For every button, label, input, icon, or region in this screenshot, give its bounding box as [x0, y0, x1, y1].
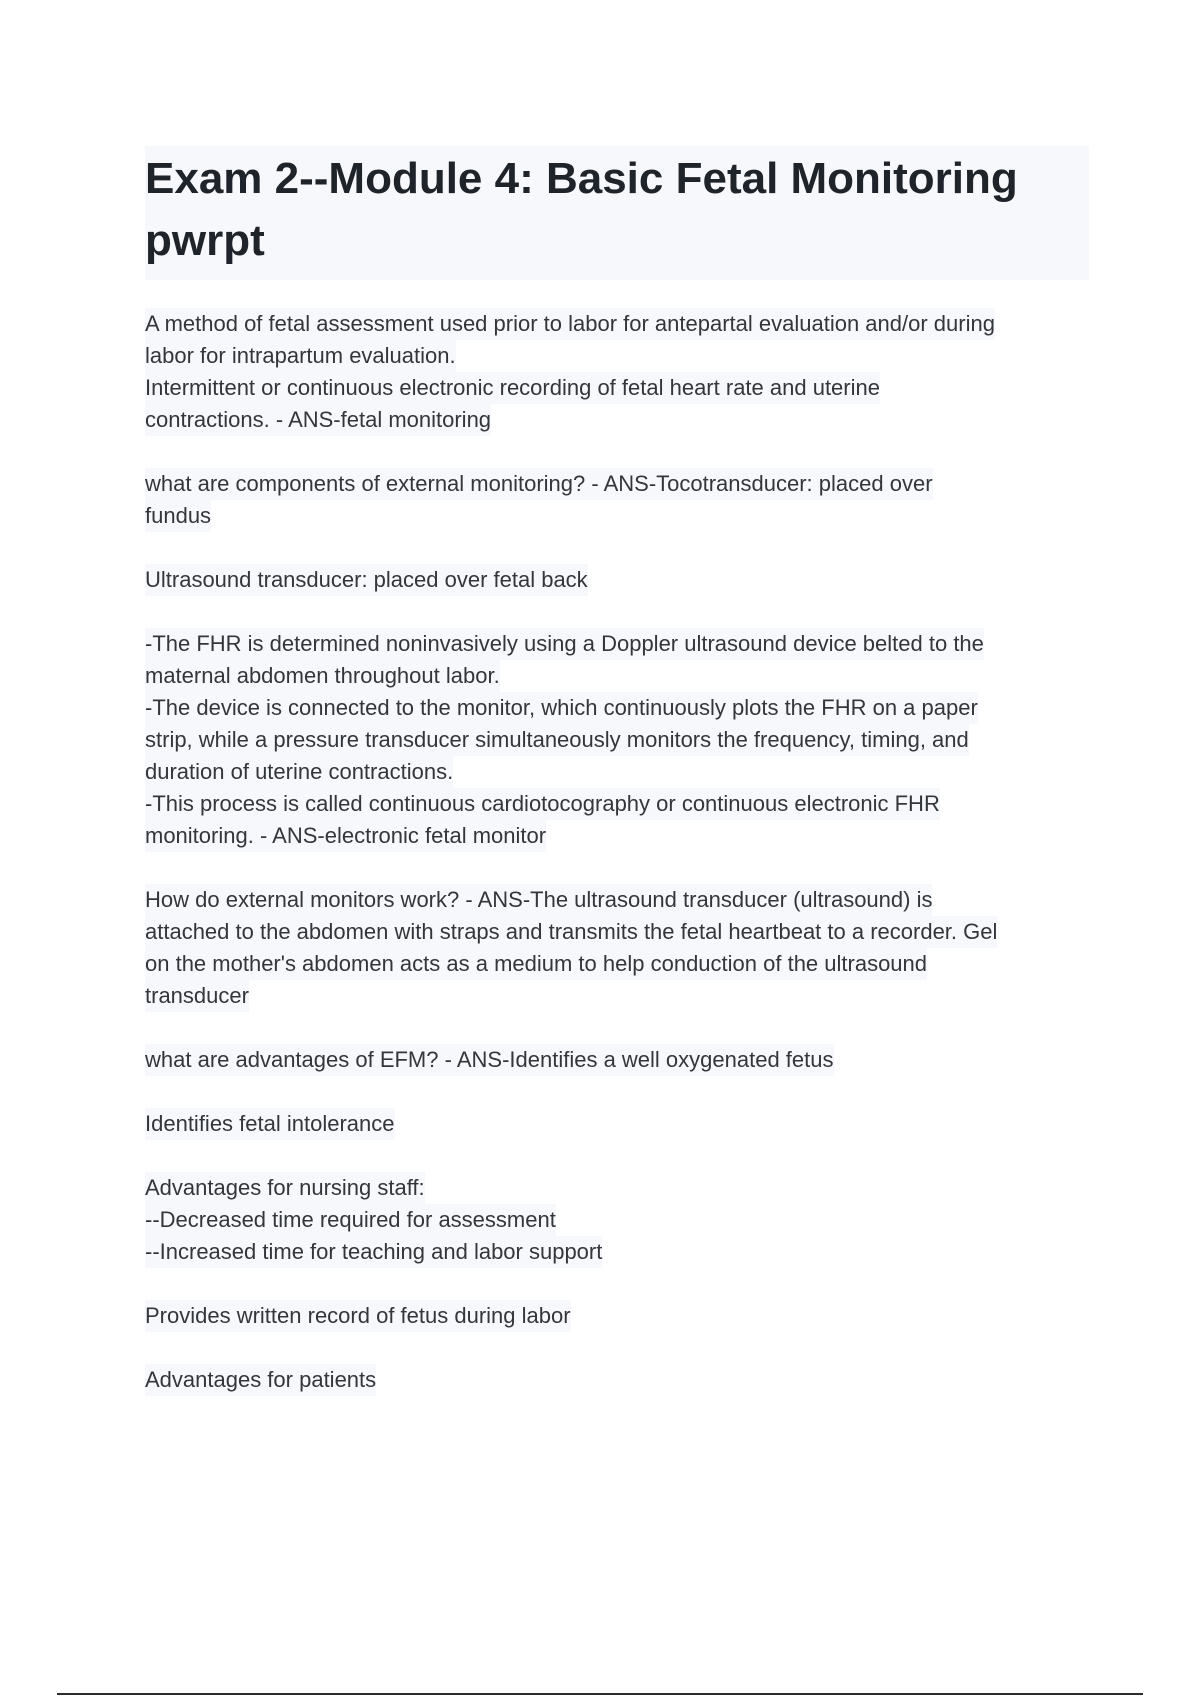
footer-divider — [57, 1693, 1143, 1695]
paragraph-line: -This process is called continuous cardiotocography or continuous electronic FHR — [145, 788, 940, 820]
title-block — [145, 146, 1089, 280]
paragraph-line: --Increased time for teaching and labor support — [145, 1236, 602, 1268]
paragraph-line: duration of uterine contractions. — [145, 756, 453, 788]
paragraph-line: on the mother's abdomen acts as a medium to help conduction of the ultrasound — [145, 948, 927, 980]
paragraph-line: labor for intrapartum evaluation. — [145, 340, 456, 372]
paragraph-line: Ultrasound transducer: placed over fetal back — [145, 564, 588, 596]
paragraph-line: -The device is connected to the monitor, which continuously plots the FHR on a paper — [145, 692, 978, 724]
paragraph-written-record — [145, 1300, 1085, 1332]
paragraph-line: maternal abdomen throughout labor. — [145, 660, 500, 692]
paragraph-line: Advantages for nursing staff: — [145, 1172, 425, 1204]
paragraph-line: fundus — [145, 500, 211, 532]
paragraph-fetal-monitoring — [145, 308, 1085, 436]
paragraph-electronic-fetal-monitor — [145, 628, 1085, 852]
paragraph-nursing-advantages — [145, 1172, 1085, 1268]
paragraph-line: what are components of external monitoring? - ANS-Tocotransducer: placed over — [145, 468, 933, 500]
document-title: Exam 2--Module 4: Basic Fetal Monitoring pwrpt — [145, 154, 1018, 265]
paragraph-line: How do external monitors work? - ANS-The ultrasound transducer (ultrasound) is — [145, 884, 932, 916]
paragraph-line: Intermittent or continuous electronic recording of fetal heart rate and uterine — [145, 372, 880, 404]
paragraph-line: Advantages for patients — [145, 1364, 376, 1396]
paragraph-line: attached to the abdomen with straps and transmits the fetal heartbeat to a recorder. Gel — [145, 916, 997, 948]
paragraph-patient-advantages — [145, 1364, 1085, 1396]
paragraph-fetal-intolerance — [145, 1108, 1085, 1140]
paragraph-line: --Decreased time required for assessment — [145, 1204, 556, 1236]
paragraph-external-components — [145, 468, 1085, 532]
paragraph-line: A method of fetal assessment used prior to labor for antepartal evaluation and/or during — [145, 308, 995, 340]
paragraph-line: -The FHR is determined noninvasively using a Doppler ultrasound device belted to the — [145, 628, 984, 660]
document-body — [145, 308, 1085, 1428]
paragraph-line: monitoring. - ANS-electronic fetal monitor — [145, 820, 546, 852]
paragraph-ultrasound-transducer — [145, 564, 1085, 596]
paragraph-external-monitors-work — [145, 884, 1085, 1012]
paragraph-efm-advantages — [145, 1044, 1085, 1076]
paragraph-line: strip, while a pressure transducer simultaneously monitors the frequency, timing, and — [145, 724, 969, 756]
paragraph-line: Identifies fetal intolerance — [145, 1108, 395, 1140]
paragraph-line: Provides written record of fetus during labor — [145, 1300, 571, 1332]
paragraph-line: what are advantages of EFM? - ANS-Identifies a well oxygenated fetus — [145, 1044, 834, 1076]
paragraph-line: contractions. - ANS-fetal monitoring — [145, 404, 491, 436]
paragraph-line: transducer — [145, 980, 249, 1012]
